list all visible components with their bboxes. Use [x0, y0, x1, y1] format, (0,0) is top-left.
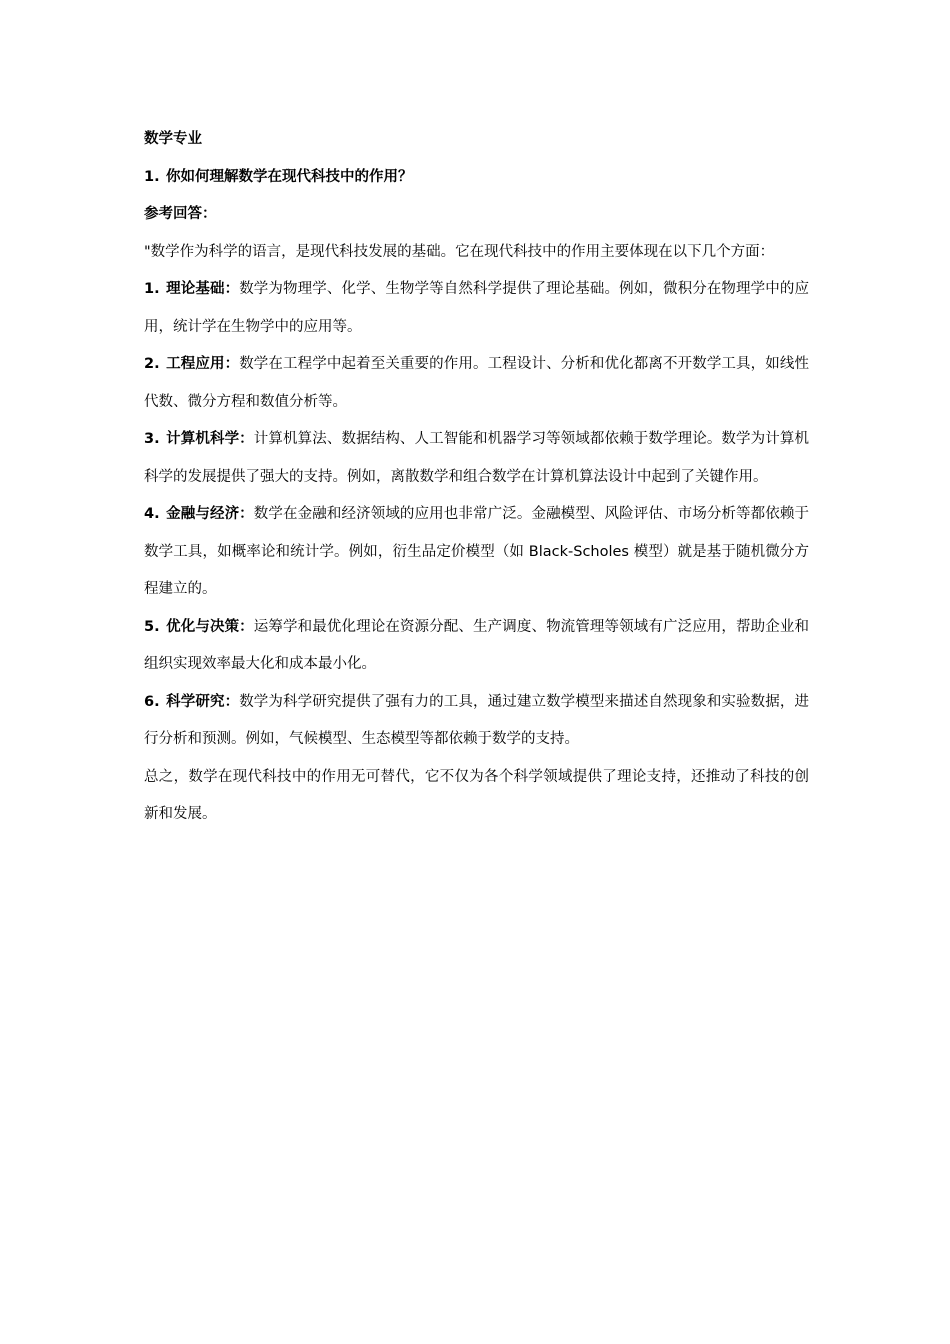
- point-number: 1.: [144, 281, 160, 297]
- point-label: 金融与经济：: [166, 506, 254, 522]
- intro-paragraph: "数学作为科学的语言，是现代科技发展的基础。它在现代科技中的作用主要体现在以下几个方面：: [144, 243, 775, 260]
- answer-label: 参考回答：: [144, 206, 217, 222]
- point-number: 6.: [144, 693, 160, 710]
- point-label: 工程应用：: [166, 356, 240, 372]
- point-number: 2.: [144, 356, 160, 372]
- point-label: 计算机科学：: [166, 431, 254, 447]
- point-label: 科学研究：: [166, 693, 240, 710]
- question-text: 你如何理解数学在现代科技中的作用？: [166, 168, 413, 185]
- point-item: [144, 271, 809, 346]
- section-title: 数学专业: [144, 131, 202, 147]
- point-text: 数学为物理学、化学、生物学等自然科学提供了理论基础。例如，微积分在物理学中的应用，统计学在生物学中的应用等。: [144, 281, 810, 335]
- point-text: 数学在工程学中起着至关重要的作用。工程设计、分析和优化都离不开数学工具，如线性代数、微分方程和数值分析等。: [144, 356, 810, 410]
- question-number: 1.: [144, 168, 160, 185]
- point-number: 3.: [144, 431, 160, 447]
- question: [144, 159, 809, 197]
- point-item: [144, 609, 809, 684]
- point-number: 5.: [144, 618, 160, 635]
- point-text: 运筹学和最优化理论在资源分配、生产调度、物流管理等领域有广泛应用，帮助企业和组织实现效率最大化和成本最小化。: [144, 618, 809, 672]
- point-label: 优化与决策：: [166, 618, 254, 635]
- point-item: [144, 421, 809, 496]
- point-item: [144, 346, 809, 421]
- conclusion-paragraph: 总之，数学在现代科技中的作用无可替代，它不仅为各个科学领域提供了理论支持，还推动了科技的创新和发展。: [144, 768, 809, 822]
- point-text: 计算机算法、数据结构、人工智能和机器学习等领域都依赖于数学理论。数学为计算机科学的发展提供了强大的支持。例如，离散数学和组合数学在计算机算法设计中起到了关键作用。: [144, 431, 809, 485]
- point-item: [144, 684, 809, 759]
- point-number: 4.: [144, 506, 160, 522]
- point-item: [144, 496, 809, 609]
- point-label: 理论基础：: [166, 281, 240, 297]
- document-page: [144, 121, 809, 834]
- point-text: 数学为科学研究提供了强有力的工具，通过建立数学模型来描述自然现象和实验数据，进行分析和预测。例如，气候模型、生态模型等都依赖于数学的支持。: [144, 693, 810, 747]
- point-text: 数学在金融和经济领域的应用也非常广泛。金融模型、风险评估、市场分析等都依赖于数学工具，如概率论和统计学。例如，衍生品定价模型（如 Black-Scholes 模型）就是基于随机微分方程建立的。: [144, 506, 809, 597]
